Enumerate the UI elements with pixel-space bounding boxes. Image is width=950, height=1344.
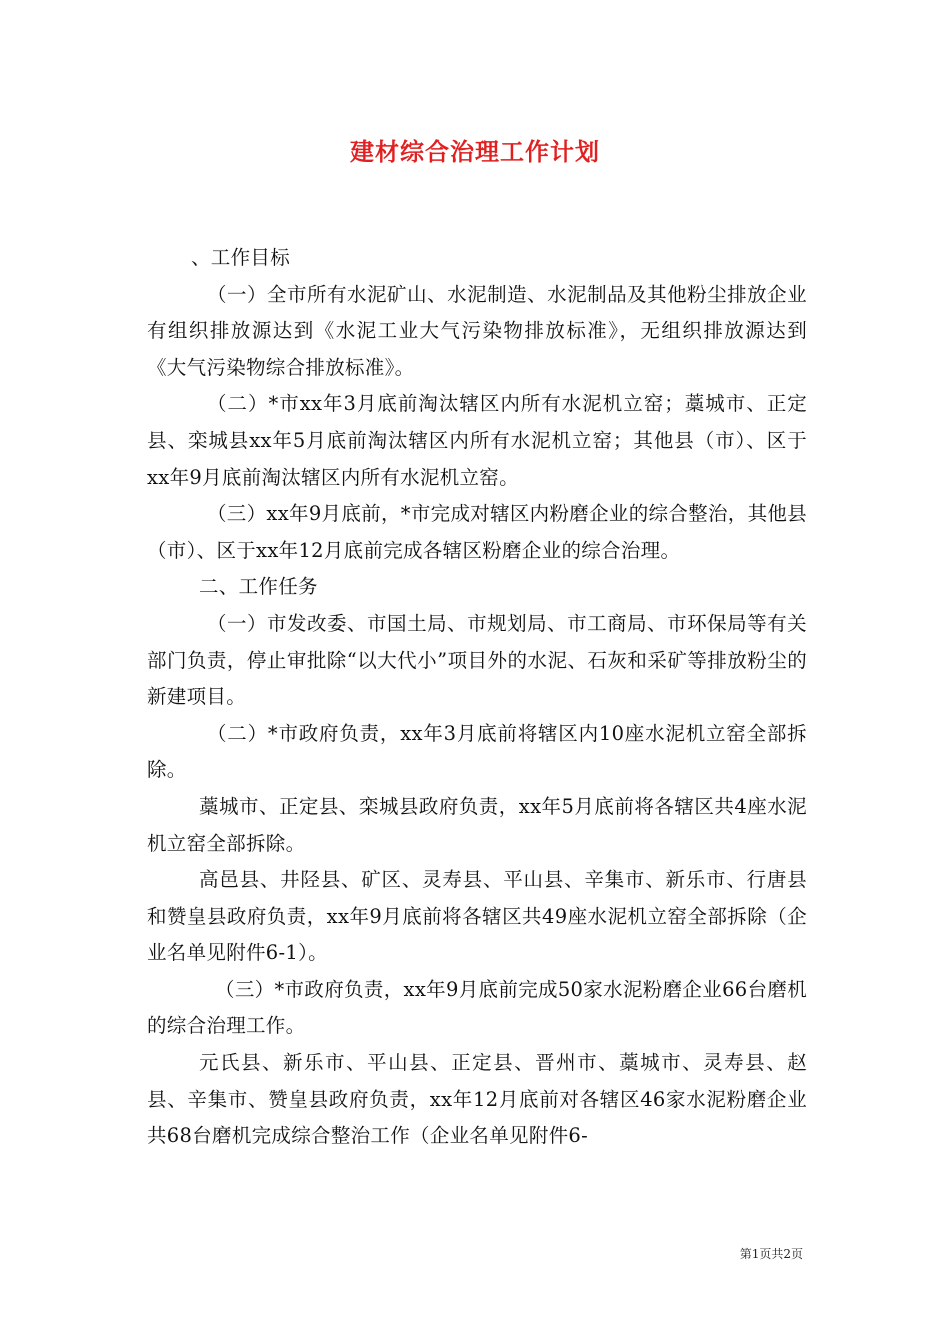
document-body — [147, 240, 807, 1155]
heading-work-tasks: 二、工作任务 — [199, 575, 318, 599]
paragraph: （二）*市xx年3月底前淘汰辖区内所有水泥机立窑；藁城市、正定县、栾城县xx年5月底前淘汰辖区内所有水泥机立窑；其他县（市）、区于xx年9月底前淘汰辖区内所有水泥机立窑。 — [147, 392, 807, 489]
paragraph: 高邑县、井陉县、矿区、灵寿县、平山县、辛集市、新乐市、行唐县和赞皇县政府负责，xx年9月底前将各辖区共49座水泥机立窑全部拆除（企业名单见附件6-1）。 — [147, 868, 807, 965]
paragraph: 元氏县、新乐市、平山县、正定县、晋州市、藁城市、灵寿县、赵县、辛集市、赞皇县政府负责，xx年12月底前对各辖区46家水泥粉磨企业共68台磨机完成综合整治工作（企业名单见附件6- — [147, 1051, 807, 1148]
paragraph: （三）xx年9月底前，*市完成对辖区内粉磨企业的综合整治，其他县（市）、区于xx年12月底前完成各辖区粉磨企业的综合治理。 — [147, 502, 807, 562]
paragraph: （二）*市政府负责，xx年3月底前将辖区内10座水泥机立窑全部拆除。 — [147, 721, 807, 782]
paragraph: 藁城市、正定县、栾城县政府负责，xx年5月底前将各辖区共4座水泥机立窑全部拆除。 — [147, 794, 807, 855]
document-title: 建材综合治理工作计划 — [350, 137, 600, 166]
page-number: 第1页共2页 — [739, 1247, 803, 1261]
paragraph: （三）*市政府负责，xx年9月底前完成50家水泥粉磨企业66台磨机的综合治理工作。 — [147, 977, 807, 1038]
paragraph: （一）市发改委、市国土局、市规划局、市工商局、市环保局等有关部门负责，停止审批除“以大代小”项目外的水泥、石灰和采矿等排放粉尘的新建项目。 — [147, 611, 807, 709]
paragraph: （一）全市所有水泥矿山、水泥制造、水泥制品及其他粉尘排放企业有组织排放源达到《水泥工业大气污染物排放标准》，无组织排放源达到《大气污染物综合排放标准》。 — [147, 282, 807, 379]
heading-work-goals: 、工作目标 — [191, 246, 291, 269]
